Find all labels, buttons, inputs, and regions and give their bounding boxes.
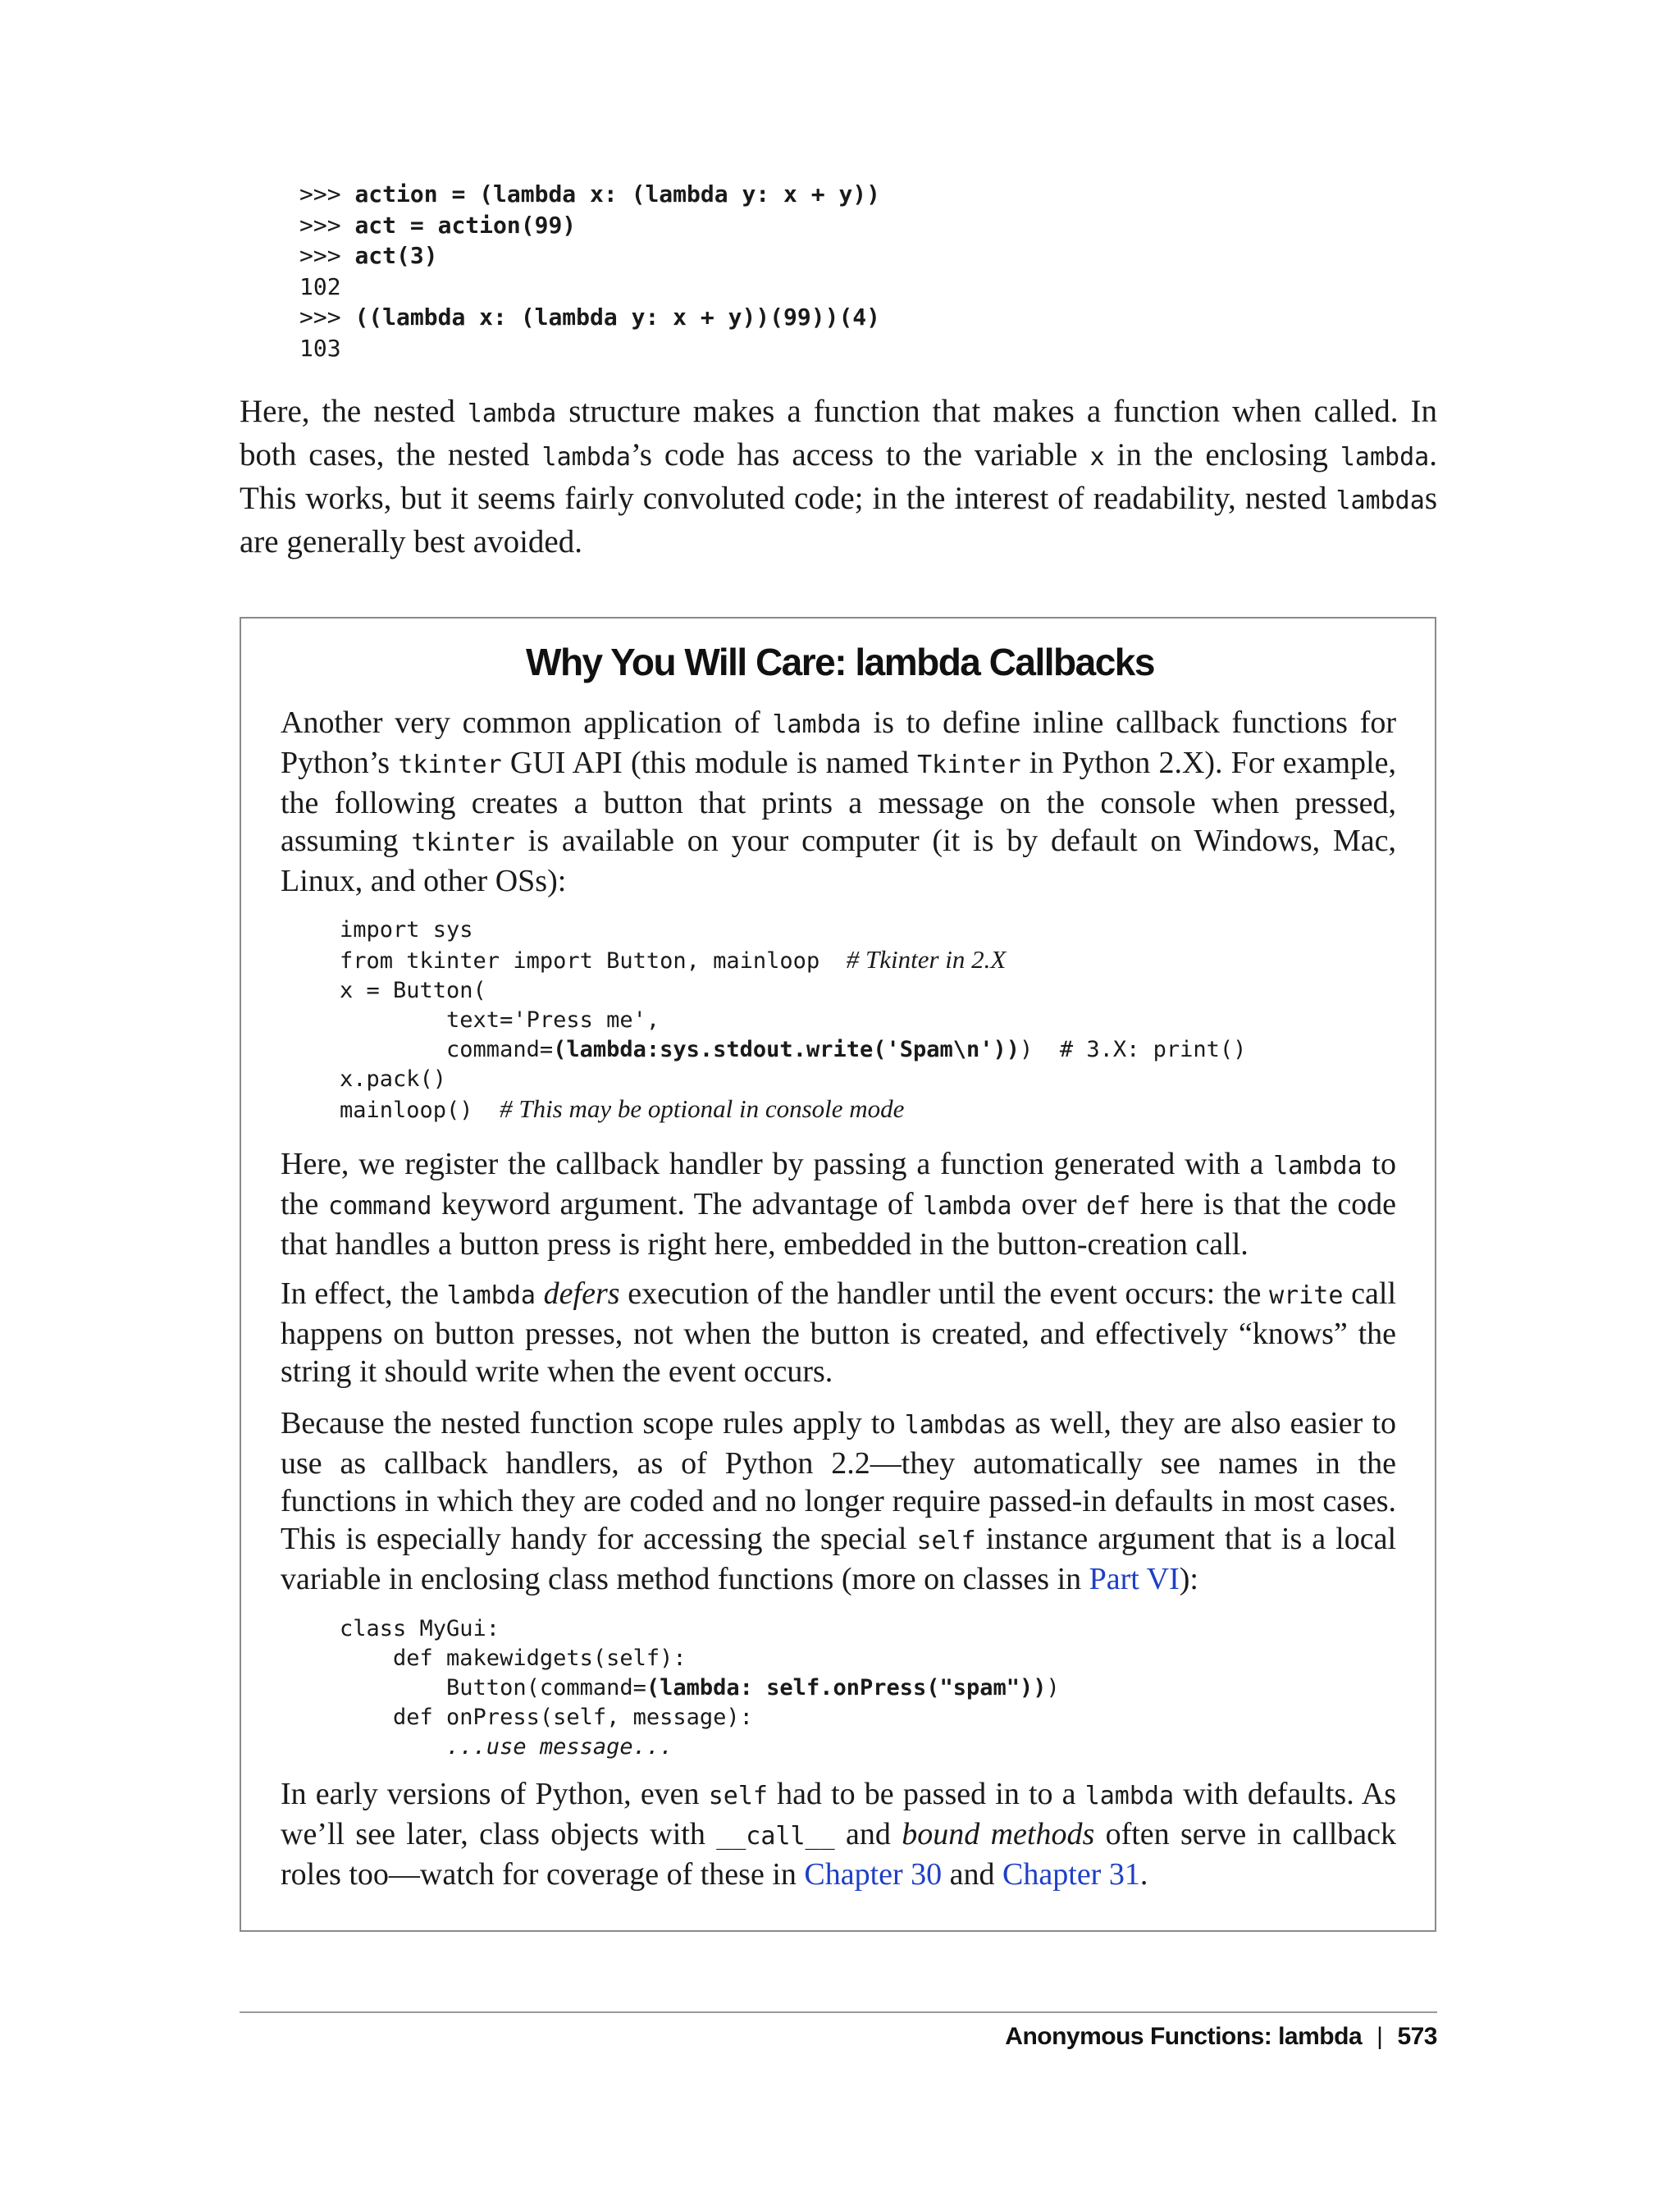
inline-code: def [1086,1192,1131,1221]
code-line: def onPress(self, message): [340,1705,753,1730]
code-line: ) # 3.X: print() [1020,1037,1247,1062]
text: Here, the nested [240,394,468,429]
text: keyword argument. The advantage of [431,1187,924,1221]
sidebar-paragraph-2 [281,1145,1396,1263]
footer-separator: | [1376,2023,1383,2050]
mygui-code-block [340,1614,1406,1762]
text: ): [1179,1562,1198,1596]
inline-code: self [708,1782,768,1810]
inline-code: lambda [541,443,631,472]
inline-code: lambda [923,1192,1012,1221]
intro-paragraph [240,391,1437,563]
code-line: x.pack() [340,1066,447,1092]
sidebar-title: Why You Will Care: lambda Callbacks [526,641,1154,683]
text: structure makes a function that makes a function when called. In both cases, the nested [240,394,1437,472]
text: Because the nested function scope rules apply to [281,1406,905,1440]
text: often serve in callback roles too—watch for coverage of these in [281,1817,1397,1892]
inline-code: command [327,1192,432,1221]
text: is to define inline callback functions for Python’s [281,705,1396,780]
text: Another very common application of [281,705,773,740]
code-line: mainloop() [340,1098,500,1123]
code-line: from tkinter import Button, mainloop [340,948,847,974]
prompt: >>> [299,304,355,331]
inline-code: lambda [1340,443,1430,472]
code-bold: (lambda:sys.stdout.write('Spam\n')) [553,1037,1020,1062]
chapter-31-link[interactable]: Chapter 31 [1002,1857,1140,1892]
chapter-30-link[interactable]: Chapter 30 [804,1857,943,1892]
code-line: def makewidgets(self): [340,1646,687,1671]
text: Here, we register the callback handler by passing a function generated with a [281,1147,1274,1181]
inline-code: lambda [1273,1152,1363,1180]
code-output: 103 [299,334,341,362]
text: and [834,1817,902,1851]
text: . [1139,1857,1148,1892]
inline-code: __call__ [716,1822,835,1851]
inline-code: self [916,1527,976,1555]
code-comment: # Tkinter in 2.X [846,945,1007,974]
text: In effect, the [281,1276,447,1311]
text: with defaults. As we’ll see later, class objects with [281,1777,1396,1851]
text: to the [281,1147,1396,1221]
code-statement: action = (lambda x: (lambda y: x + y)) [354,180,881,208]
code-line: Button(command= [340,1675,646,1701]
inline-code: lambda [1335,486,1425,515]
text: had to be passed in to a [767,1777,1085,1811]
prompt: >>> [299,180,355,208]
code-line: command= [340,1037,554,1062]
inline-code: lambda [904,1411,994,1440]
inline-code: lambda [1084,1782,1175,1810]
prompt: >>> [299,242,355,269]
text: and [942,1857,1003,1892]
code-statement: act(3) [354,242,438,269]
text: call happens on button presses, not when the button is created, and effectively “knows” the string it should write when the event occurs. [281,1276,1396,1389]
text: GUI API (this module is named [501,746,918,780]
text: s are generally best avoided. [240,481,1437,559]
sidebar-paragraph-1 [281,704,1396,900]
text [536,1276,544,1311]
code-statement: act = action(99) [354,211,577,239]
text: over [1011,1187,1087,1221]
footer-rule [240,2011,1437,2013]
code-placeholder: ...use message... [340,1734,673,1760]
tkinter-code-block [340,915,1406,1125]
top-code-block [299,179,1612,363]
code-line: class MyGui: [340,1616,500,1641]
text: s as well, they are also easier to use as callback handlers, as of Python 2.2—they automatically see names in the functions in which they are coded and no longer require passed-in defaults in most cases. This is especially handy for accessing the special [281,1406,1397,1556]
inline-code: tkinter [411,829,515,857]
text: In early versions of Python, even [281,1777,709,1811]
text: in the enclosing [1104,437,1340,472]
sidebar-paragraph-5 [281,1775,1396,1893]
part-vi-link[interactable]: Part VI [1089,1562,1180,1596]
inline-code: lambda [446,1281,536,1310]
text: in Python 2.X). For example, the following creates a button that prints a message on the console when pressed, assuming [281,746,1396,858]
sidebar-paragraph-3 [281,1275,1396,1390]
code-bold: (lambda: self.onPress("spam")) [646,1675,1047,1701]
inline-code: lambda [467,399,557,428]
code-line: ) [1046,1675,1060,1701]
text: execution of the handler until the event occurs: the [619,1276,1270,1311]
prompt: >>> [299,211,355,239]
inline-code: write [1269,1281,1344,1310]
page-number: 573 [1397,2023,1437,2050]
footer-section-title: Anonymous Functions: lambda [1005,2023,1363,2050]
inline-code: tkinter [398,751,502,779]
text: is available on your computer (it is by default on Windows, Mac, Linux, and other OSs): [281,824,1396,898]
code-comment: # This may be optional in console mode [500,1094,905,1123]
text: instance argument that is a local variable in enclosing class method functions (more on classes in [281,1522,1397,1596]
emphasis: bound methods [902,1817,1095,1851]
text: ’s code has access to the variable [630,437,1090,472]
inline-code: Tkinter [917,751,1021,779]
emphasis: defers [543,1276,620,1311]
page-footer [1005,2023,1437,2051]
code-line: x = Button( [340,978,486,1003]
inline-code: lambda [772,710,861,739]
text: . This works, but it seems fairly convoluted code; in the interest of readability, nested [240,437,1437,516]
code-statement: ((lambda x: (lambda y: x + y))(99))(4) [354,304,881,331]
inline-code: x [1089,443,1105,472]
code-output: 102 [299,272,341,300]
code-line: text='Press me', [340,1007,660,1033]
text: here is that the code that handles a button press is right here, embedded in the button-creation call. [281,1187,1396,1262]
sidebar-paragraph-4 [281,1404,1396,1598]
code-line: import sys [340,917,473,943]
